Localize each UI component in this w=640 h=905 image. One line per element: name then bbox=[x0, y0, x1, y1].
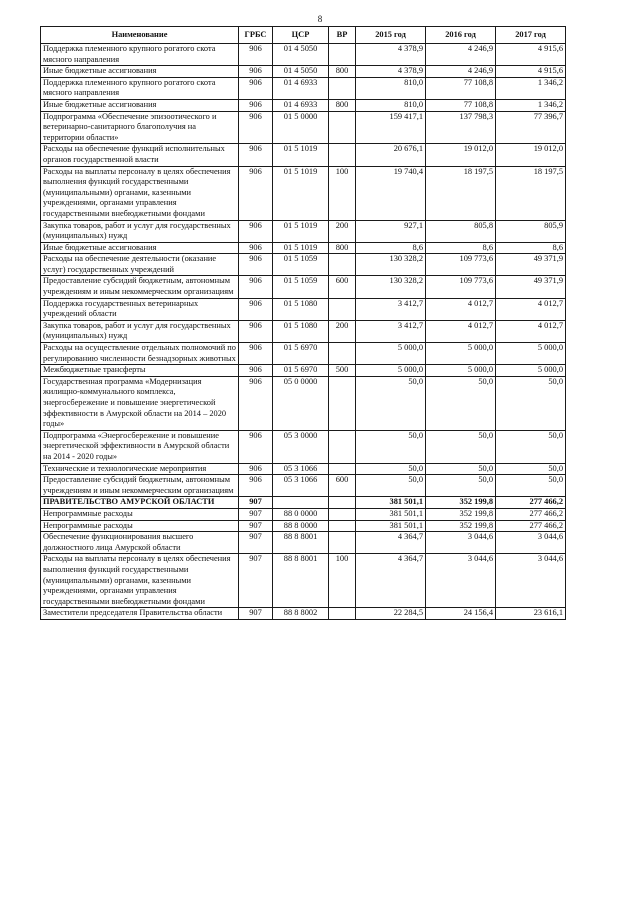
table-row bbox=[41, 520, 566, 532]
row-csr: 01 5 6970 bbox=[273, 365, 329, 377]
table-row bbox=[41, 254, 566, 276]
row-value-2017: 19 012,0 bbox=[496, 144, 566, 166]
row-csr: 05 3 0000 bbox=[273, 430, 329, 463]
row-value-2016: 109 773,6 bbox=[426, 276, 496, 298]
table-row bbox=[41, 166, 566, 220]
row-grbs: 907 bbox=[239, 608, 273, 620]
row-grbs: 906 bbox=[239, 111, 273, 144]
table-row bbox=[41, 44, 566, 66]
row-value-2015: 810,0 bbox=[356, 99, 426, 111]
row-csr: 01 5 1019 bbox=[273, 144, 329, 166]
table-row bbox=[41, 343, 566, 365]
row-csr: 01 5 1019 bbox=[273, 242, 329, 254]
row-name: Непрограммные расходы bbox=[41, 520, 239, 532]
row-value-2016: 50,0 bbox=[426, 463, 496, 475]
row-value-2016: 18 197,5 bbox=[426, 166, 496, 220]
row-vr bbox=[329, 520, 356, 532]
row-vr: 800 bbox=[329, 242, 356, 254]
row-grbs: 906 bbox=[239, 430, 273, 463]
row-value-2016: 3 044,6 bbox=[426, 554, 496, 608]
table-row bbox=[41, 298, 566, 320]
row-value-2017: 23 616,1 bbox=[496, 608, 566, 620]
row-value-2015: 19 740,4 bbox=[356, 166, 426, 220]
row-value-2017: 805,9 bbox=[496, 220, 566, 242]
row-csr: 05 0 0000 bbox=[273, 376, 329, 430]
row-name: Поддержка государственных ветеринарных учреждений области bbox=[41, 298, 239, 320]
table-row bbox=[41, 365, 566, 377]
row-value-2015: 381 501,1 bbox=[356, 508, 426, 520]
row-value-2015: 20 676,1 bbox=[356, 144, 426, 166]
row-value-2017: 5 000,0 bbox=[496, 365, 566, 377]
row-csr: 01 5 6970 bbox=[273, 343, 329, 365]
row-value-2015: 5 000,0 bbox=[356, 365, 426, 377]
row-value-2015: 50,0 bbox=[356, 463, 426, 475]
row-value-2016: 77 108,8 bbox=[426, 99, 496, 111]
table-row bbox=[41, 99, 566, 111]
row-grbs: 907 bbox=[239, 520, 273, 532]
row-value-2017: 1 346,2 bbox=[496, 77, 566, 99]
row-value-2015: 22 284,5 bbox=[356, 608, 426, 620]
row-name: Государственная программа «Модернизация жилищно-коммунального комплекса, энергосбережение и повышение энергетической эффективности в Амурской области на 2014 – 2020 годы» bbox=[41, 376, 239, 430]
row-csr bbox=[273, 497, 329, 509]
row-vr bbox=[329, 111, 356, 144]
table-row bbox=[41, 608, 566, 620]
row-csr: 01 5 1080 bbox=[273, 320, 329, 342]
row-value-2017: 1 346,2 bbox=[496, 99, 566, 111]
page-number: 8 bbox=[317, 14, 323, 24]
row-value-2016: 5 000,0 bbox=[426, 343, 496, 365]
row-value-2017: 49 371,9 bbox=[496, 276, 566, 298]
row-grbs: 906 bbox=[239, 77, 273, 99]
row-csr: 01 5 1059 bbox=[273, 276, 329, 298]
row-vr: 100 bbox=[329, 166, 356, 220]
row-name: Расходы на обеспечение функций исполнительных органов государственной власти bbox=[41, 144, 239, 166]
row-grbs: 906 bbox=[239, 320, 273, 342]
row-value-2016: 8,6 bbox=[426, 242, 496, 254]
row-csr: 01 5 0000 bbox=[273, 111, 329, 144]
row-csr: 88 8 0000 bbox=[273, 520, 329, 532]
row-csr: 88 8 8001 bbox=[273, 554, 329, 608]
row-csr: 88 8 8001 bbox=[273, 532, 329, 554]
row-value-2017: 50,0 bbox=[496, 430, 566, 463]
table-row bbox=[41, 320, 566, 342]
row-grbs: 907 bbox=[239, 508, 273, 520]
row-value-2017: 3 044,6 bbox=[496, 554, 566, 608]
row-name: Иные бюджетные ассигнования bbox=[41, 242, 239, 254]
row-name: Поддержка племенного крупного рогатого скота мясного направления bbox=[41, 44, 239, 66]
row-value-2015: 810,0 bbox=[356, 77, 426, 99]
row-value-2016: 50,0 bbox=[426, 430, 496, 463]
row-grbs: 906 bbox=[239, 376, 273, 430]
row-value-2017: 18 197,5 bbox=[496, 166, 566, 220]
row-grbs: 906 bbox=[239, 254, 273, 276]
table-row bbox=[41, 66, 566, 78]
row-vr bbox=[329, 298, 356, 320]
row-value-2015: 8,6 bbox=[356, 242, 426, 254]
row-value-2016: 4 012,7 bbox=[426, 298, 496, 320]
row-name: Подпрограмма «Энергосбережение и повышение энергетической эффективности в Амурской области на 2014 - 2020 годы» bbox=[41, 430, 239, 463]
row-name: Поддержка племенного крупного рогатого скота мясного направления bbox=[41, 77, 239, 99]
header-vr: ВР bbox=[329, 27, 356, 44]
row-value-2015: 3 412,7 bbox=[356, 298, 426, 320]
table-row bbox=[41, 376, 566, 430]
row-value-2015: 50,0 bbox=[356, 376, 426, 430]
row-value-2016: 77 108,8 bbox=[426, 77, 496, 99]
row-grbs: 906 bbox=[239, 166, 273, 220]
row-value-2017: 8,6 bbox=[496, 242, 566, 254]
row-vr: 200 bbox=[329, 320, 356, 342]
table-row bbox=[41, 242, 566, 254]
table-row bbox=[41, 220, 566, 242]
row-name: Технические и технологические мероприятия bbox=[41, 463, 239, 475]
row-value-2015: 130 328,2 bbox=[356, 254, 426, 276]
header-2017: 2017 год bbox=[496, 27, 566, 44]
row-csr: 01 5 1080 bbox=[273, 298, 329, 320]
row-name: Предоставление субсидий бюджетным, автономным учреждениям и иным некоммерческим организациям bbox=[41, 475, 239, 497]
table-row bbox=[41, 276, 566, 298]
row-value-2016: 3 044,6 bbox=[426, 532, 496, 554]
row-grbs: 906 bbox=[239, 66, 273, 78]
row-value-2015: 3 412,7 bbox=[356, 320, 426, 342]
table-row bbox=[41, 144, 566, 166]
row-grbs: 906 bbox=[239, 463, 273, 475]
row-csr: 01 5 1059 bbox=[273, 254, 329, 276]
row-value-2015: 50,0 bbox=[356, 475, 426, 497]
table-row bbox=[41, 497, 566, 509]
row-grbs: 907 bbox=[239, 532, 273, 554]
row-value-2016: 805,8 bbox=[426, 220, 496, 242]
row-value-2017: 77 396,7 bbox=[496, 111, 566, 144]
row-csr: 01 4 5050 bbox=[273, 66, 329, 78]
row-value-2016: 4 246,9 bbox=[426, 44, 496, 66]
row-value-2016: 50,0 bbox=[426, 475, 496, 497]
row-value-2017: 5 000,0 bbox=[496, 343, 566, 365]
row-grbs: 906 bbox=[239, 298, 273, 320]
table-row bbox=[41, 508, 566, 520]
row-vr bbox=[329, 508, 356, 520]
row-vr bbox=[329, 376, 356, 430]
row-grbs: 906 bbox=[239, 99, 273, 111]
row-vr: 200 bbox=[329, 220, 356, 242]
row-vr bbox=[329, 254, 356, 276]
row-name: Заместители председателя Правительства области bbox=[41, 608, 239, 620]
table-row bbox=[41, 77, 566, 99]
row-vr: 800 bbox=[329, 99, 356, 111]
row-value-2017: 49 371,9 bbox=[496, 254, 566, 276]
row-value-2017: 277 466,2 bbox=[496, 508, 566, 520]
row-vr bbox=[329, 463, 356, 475]
row-value-2015: 4 378,9 bbox=[356, 66, 426, 78]
row-value-2016: 50,0 bbox=[426, 376, 496, 430]
table-row bbox=[41, 554, 566, 608]
row-value-2016: 352 199,8 bbox=[426, 508, 496, 520]
row-name: Расходы на выплаты персоналу в целях обеспечения выполнения функций государственными (муниципальными) органами, казенными учреждениями, органами управления государственными внебюджетными фондами bbox=[41, 166, 239, 220]
row-name: Иные бюджетные ассигнования bbox=[41, 66, 239, 78]
row-csr: 05 3 1066 bbox=[273, 475, 329, 497]
row-vr bbox=[329, 497, 356, 509]
row-value-2016: 352 199,8 bbox=[426, 520, 496, 532]
row-name: Закупка товаров, работ и услуг для государственных (муниципальных) нужд bbox=[41, 320, 239, 342]
row-value-2015: 159 417,1 bbox=[356, 111, 426, 144]
row-value-2016: 24 156,4 bbox=[426, 608, 496, 620]
row-vr: 100 bbox=[329, 554, 356, 608]
row-vr bbox=[329, 44, 356, 66]
row-csr: 01 5 1019 bbox=[273, 220, 329, 242]
row-value-2015: 5 000,0 bbox=[356, 343, 426, 365]
row-value-2015: 4 378,9 bbox=[356, 44, 426, 66]
row-value-2015: 4 364,7 bbox=[356, 532, 426, 554]
row-value-2016: 5 000,0 bbox=[426, 365, 496, 377]
row-grbs: 906 bbox=[239, 276, 273, 298]
row-name: Расходы на обеспечение деятельности (оказание услуг) государственных учреждений bbox=[41, 254, 239, 276]
table-row bbox=[41, 430, 566, 463]
row-csr: 05 3 1066 bbox=[273, 463, 329, 475]
row-value-2017: 4 012,7 bbox=[496, 298, 566, 320]
row-vr bbox=[329, 532, 356, 554]
row-name: Расходы на осуществление отдельных полномочий по регулированию численности безнадзорных животных bbox=[41, 343, 239, 365]
row-grbs: 906 bbox=[239, 365, 273, 377]
row-value-2017: 50,0 bbox=[496, 475, 566, 497]
row-csr: 01 4 6933 bbox=[273, 99, 329, 111]
header-name: Наименование bbox=[41, 27, 239, 44]
row-vr: 600 bbox=[329, 276, 356, 298]
row-csr: 88 0 0000 bbox=[273, 508, 329, 520]
row-csr: 88 8 8002 bbox=[273, 608, 329, 620]
row-value-2016: 19 012,0 bbox=[426, 144, 496, 166]
table-header-row bbox=[41, 27, 566, 44]
budget-table bbox=[40, 26, 566, 620]
row-vr bbox=[329, 77, 356, 99]
row-csr: 01 4 5050 bbox=[273, 44, 329, 66]
row-value-2017: 4 012,7 bbox=[496, 320, 566, 342]
row-value-2017: 4 915,6 bbox=[496, 44, 566, 66]
row-csr: 01 5 1019 bbox=[273, 166, 329, 220]
row-csr: 01 4 6933 bbox=[273, 77, 329, 99]
row-vr bbox=[329, 608, 356, 620]
row-vr: 800 bbox=[329, 66, 356, 78]
row-value-2016: 109 773,6 bbox=[426, 254, 496, 276]
row-grbs: 906 bbox=[239, 242, 273, 254]
row-vr: 500 bbox=[329, 365, 356, 377]
row-name: Обеспечение функционирования высшего должностного лица Амурской области bbox=[41, 532, 239, 554]
row-value-2016: 352 199,8 bbox=[426, 497, 496, 509]
table-row bbox=[41, 463, 566, 475]
row-value-2017: 4 915,6 bbox=[496, 66, 566, 78]
row-name: Межбюджетные трансферты bbox=[41, 365, 239, 377]
row-grbs: 906 bbox=[239, 44, 273, 66]
row-value-2017: 3 044,6 bbox=[496, 532, 566, 554]
row-value-2017: 277 466,2 bbox=[496, 497, 566, 509]
row-value-2016: 137 798,3 bbox=[426, 111, 496, 144]
row-value-2015: 4 364,7 bbox=[356, 554, 426, 608]
header-2016: 2016 год bbox=[426, 27, 496, 44]
row-name: Закупка товаров, работ и услуг для государственных (муниципальных) нужд bbox=[41, 220, 239, 242]
row-vr bbox=[329, 144, 356, 166]
table-body bbox=[41, 44, 566, 620]
row-name: Подпрограмма «Обеспечение эпизоотического и ветеринарно-санитарного благополучия на территории области» bbox=[41, 111, 239, 144]
row-grbs: 906 bbox=[239, 475, 273, 497]
table-row bbox=[41, 475, 566, 497]
table-row bbox=[41, 111, 566, 144]
row-value-2016: 4 246,9 bbox=[426, 66, 496, 78]
row-grbs: 907 bbox=[239, 554, 273, 608]
row-name: Предоставление субсидий бюджетным, автономным учреждениям и иным некоммерческим организациям bbox=[41, 276, 239, 298]
row-vr bbox=[329, 430, 356, 463]
row-name: Непрограммные расходы bbox=[41, 508, 239, 520]
row-value-2017: 50,0 bbox=[496, 376, 566, 430]
row-value-2015: 381 501,1 bbox=[356, 497, 426, 509]
row-grbs: 906 bbox=[239, 220, 273, 242]
row-grbs: 907 bbox=[239, 497, 273, 509]
row-name: ПРАВИТЕЛЬСТВО АМУРСКОЙ ОБЛАСТИ bbox=[41, 497, 239, 509]
row-value-2016: 4 012,7 bbox=[426, 320, 496, 342]
row-value-2015: 381 501,1 bbox=[356, 520, 426, 532]
header-2015: 2015 год bbox=[356, 27, 426, 44]
row-vr: 600 bbox=[329, 475, 356, 497]
row-name: Иные бюджетные ассигнования bbox=[41, 99, 239, 111]
row-vr bbox=[329, 343, 356, 365]
table-row bbox=[41, 532, 566, 554]
row-name: Расходы на выплаты персоналу в целях обеспечения выполнения функций государственными (муниципальными) органами, казенными учреждениями, органами управления государственными внебюджетными фондами bbox=[41, 554, 239, 608]
row-value-2015: 927,1 bbox=[356, 220, 426, 242]
header-csr: ЦСР bbox=[273, 27, 329, 44]
row-value-2017: 277 466,2 bbox=[496, 520, 566, 532]
header-grbs: ГРБС bbox=[239, 27, 273, 44]
row-value-2017: 50,0 bbox=[496, 463, 566, 475]
row-grbs: 906 bbox=[239, 343, 273, 365]
row-grbs: 906 bbox=[239, 144, 273, 166]
row-value-2015: 130 328,2 bbox=[356, 276, 426, 298]
row-value-2015: 50,0 bbox=[356, 430, 426, 463]
